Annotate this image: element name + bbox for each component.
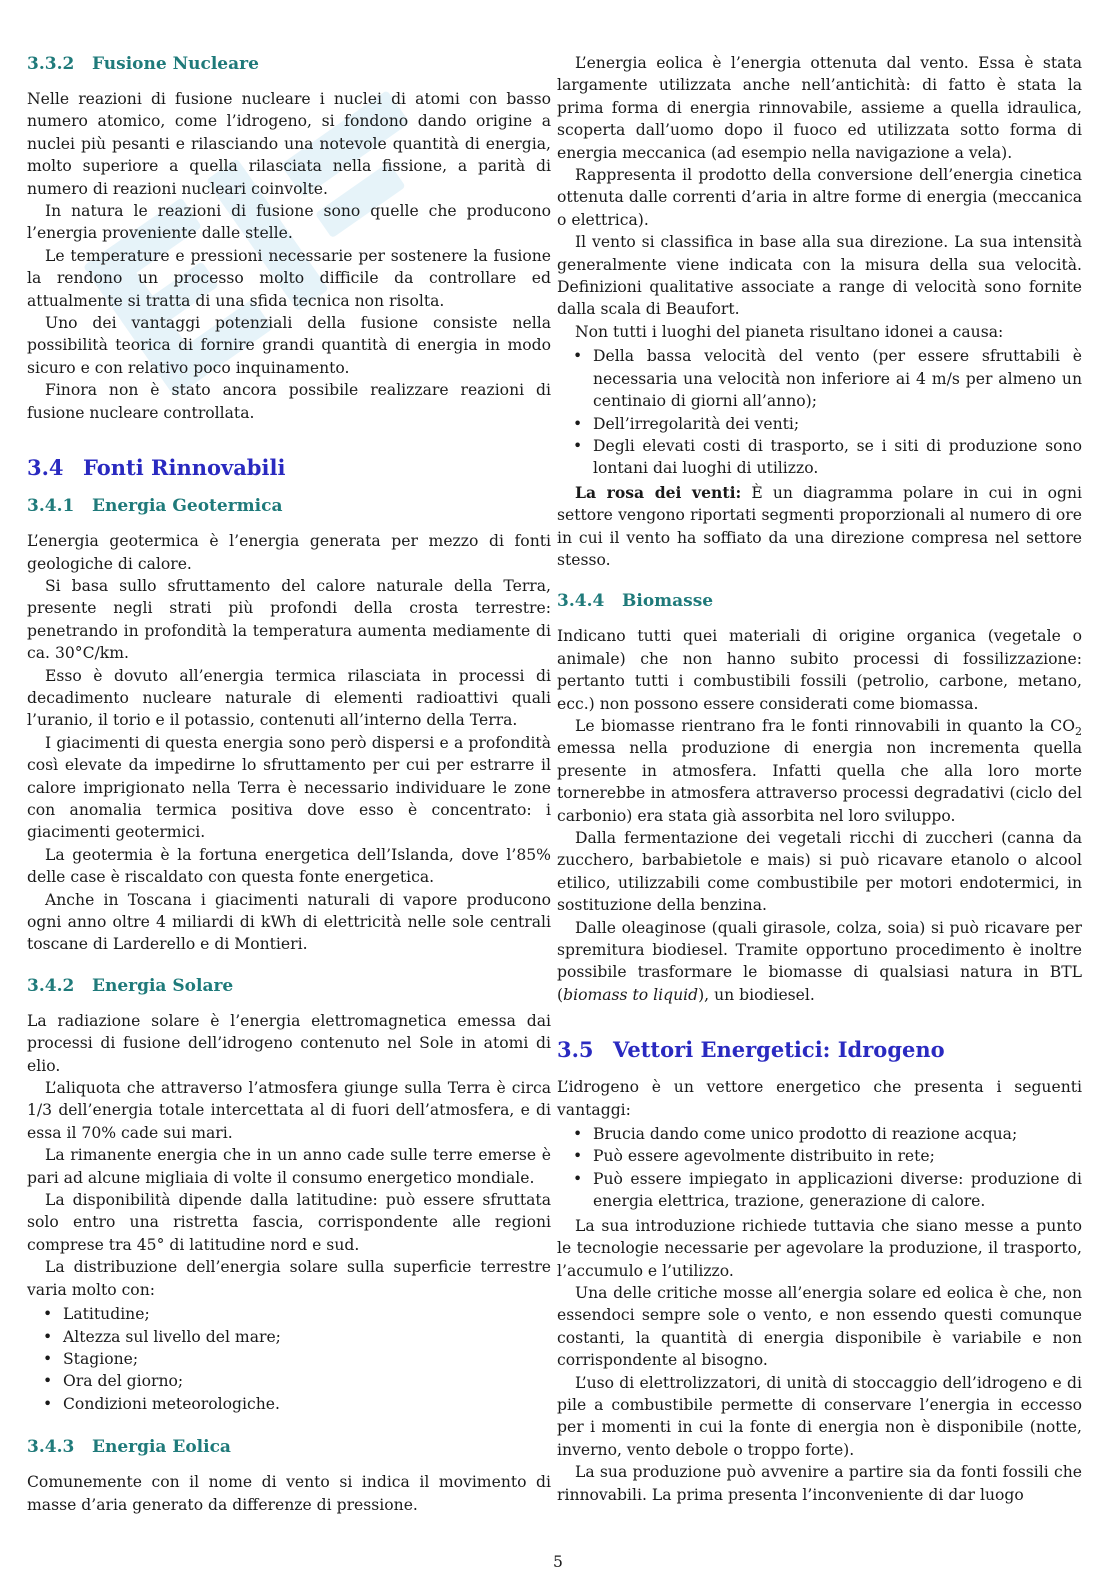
- paragraph: Non tutti i luoghi del pianeta risultano idonei a causa:: [575, 322, 1004, 341]
- paragraph: Esso è dovuto all’energia termica rilasciata in processi di decadimento nucleare naturale di elementi radioattivi quali l’uranio, il torio e il potassio, contenuti all’interno della Terra.: [27, 666, 551, 730]
- page-number: 5: [553, 1553, 563, 1571]
- paragraph: Comunemente con il nome di vento si indica il movimento di masse d’aria generato da differenze di pressione.: [27, 1473, 551, 1514]
- paragraph: Il vento si classifica in base alla sua direzione. La sua intensità generalmente viene indicata con la misura della sua velocità. Definizioni qualitative associate a range di velocità sono fornite dalla scala di Beaufort.: [557, 233, 1082, 319]
- paragraph: Una delle critiche mosse all’energia solare ed eolica è che, non essendoci sempre sole o vento, e non essendo questi comunque costanti, la quantità di energia disponibile è variabile e non corrispondente al bisogno.: [557, 1283, 1082, 1370]
- list-item: • Stagione;: [63, 1348, 551, 1370]
- subsection-heading-fusione: 3.3.2 Fusione Nucleare: [27, 54, 259, 74]
- section-heading-idrogeno: 3.5 Vettori Energetici: Idrogeno: [557, 1037, 945, 1063]
- subsection-heading-eolica: 3.4.3 Energia Eolica: [27, 1437, 231, 1458]
- paragraph: Indicano tutti quei materiali di origine organica (vegetale o animale) che non hanno subito processi di fossilizzazione: pertanto tutti i combustibili fossili (petrolio, carbone, metano, ecc.) non possono essere considerati come biomassa.: [557, 627, 1082, 713]
- paragraph: La sua produzione può avvenire a partire sia da fonti fossili che rinnovabili. La prima presenta l’inconveniente di dar luogo: [557, 1463, 1082, 1504]
- paragraph: La radiazione solare è l’energia elettromagnetica emessa dai processi di fusione dell’idrogeno contenuto nel Sole in atomi di elio.: [27, 1011, 551, 1075]
- paragraph: L’uso di elettrolizzatori, di unità di stoccaggio dell’idrogeno e di pile a combustibile permette di conservare l’energia in eccesso per i momenti in cui la fonte di energia non è disponibile (notte, inverno, vento debole o troppo forte).: [557, 1373, 1082, 1459]
- list-item: • Della bassa velocità del vento (per essere sfruttabili è necessaria una velocità non inferiore ai 4 m/s per almeno un centinaio di giorni all’anno);: [593, 345, 1082, 412]
- right-column: [557, 52, 1082, 1506]
- list-item: • Condizioni meteorologiche.: [63, 1393, 551, 1415]
- subsection-heading-geotermica: 3.4.1 Energia Geotermica: [27, 496, 283, 517]
- bullet-list-eolica: [557, 345, 1082, 479]
- paragraph: La disponibilità dipende dalla latitudine: può essere sfruttata solo entro una ristretta fascia, corrispondente alle regioni comprese tra 45° di latitudine nord e sud.: [27, 1191, 551, 1254]
- paragraph: La geotermia è la fortuna energetica dell’Islanda, dove l’85% delle case è riscaldato con questa fonte energetica.: [27, 845, 551, 887]
- paragraph: L’idrogeno è un vettore energetico che presenta i seguenti vantaggi:: [557, 1078, 1082, 1119]
- list-item: • Degli elevati costi di trasporto, se i siti di produzione sono lontani dai luoghi di utilizzo.: [593, 435, 1082, 480]
- rosa-dei-venti-text: È un diagramma polare in cui in ogni settore vengono riportati segmenti proporzionali al numero di ore in cui il vento ha soffiato da una direzione compresa nel settore stesso.: [557, 483, 1082, 569]
- paragraph: Nelle reazioni di fusione nucleare i nuclei di atomi con basso numero atomico, come l’idrogeno, si fondono dando origine a nuclei più pesanti e rilasciando una notevole quantità di energia, molto superiore a quella rilasciata nella fissione, a parità di numero di reazioni nucleari coinvolte.: [27, 90, 551, 198]
- paragraph: Anche in Toscana i giacimenti naturali di vapore producono ogni anno oltre 4 miliardi di kWh di elettricità nelle sole centrali toscane di Larderello e di Montieri.: [27, 890, 551, 954]
- paragraph: L’aliquota che attraverso l’atmosfera giunge sulla Terra è circa 1/3 dell’energia totale intercettata al di fuori dell’atmosfera, e di essa il 70% cade sui mari.: [27, 1079, 551, 1142]
- paragraph: Le temperature e pressioni necessarie per sostenere la fusione la rendono un processo molto difficile da controllare ed attualmente si tratta di una sfida tecnica non risolta.: [27, 246, 551, 310]
- subsection-heading-solare: 3.4.2 Energia Solare: [27, 975, 234, 996]
- paragraph: I giacimenti di questa energia sono però dispersi e a profondità così elevate da impedirne lo sfruttamento per cui per estrarre il calore imprigionato nella Terra è necessario individuare le zone con anomalia termica positiva dove esso è concentrato: i giacimenti geotermici.: [27, 733, 551, 842]
- paragraph-btl: Dalle oleaginose (quali girasole, colza, soia) si può ricavare per spremitura biodiesel. Tramite opportuno procedimento è inoltre possibile trasformare le biomasse di qualsiasi natura in BTL (biomass to liquid), un biodiesel.: [557, 918, 1082, 1004]
- list-item: • Altezza sul livello del mare;: [63, 1326, 551, 1348]
- section-heading-fonti-rinnovabili: 3.4 Fonti Rinnovabili: [27, 455, 286, 481]
- paragraph-rosa-dei-venti: [557, 482, 1082, 572]
- paragraph: Dalla fermentazione dei vegetali ricchi di zuccheri (canna da zucchero, barbabietole e mais) si può ricavare etanolo o alcool etilico, utilizzabili come combustibile per motori endotermici, in sostituzione della benzina.: [557, 829, 1082, 915]
- paragraph: La rimanente energia che in un anno cade sulle terre emerse è pari ad alcune migliaia di volte il consumo energetico mondiale.: [27, 1146, 551, 1187]
- paragraph: La distribuzione dell’energia solare sulla superficie terrestre varia molto con:: [27, 1258, 551, 1299]
- paragraph: L’energia geotermica è l’energia generata per mezzo di fonti geologiche di calore.: [27, 532, 551, 573]
- paragraph: L’energia eolica è l’energia ottenuta dal vento. Essa è stata largamente utilizzata anche nell’antichità: di fatto è stata la prima forma di energia rinnovabile, assieme a quella idraulica, scoperta dall’uomo dopo il fuoco ed utilizzata sotto forma di energia meccanica (ad esempio nella navigazione a vela).: [557, 54, 1082, 162]
- rosa-dei-venti-label: La rosa dei venti:: [575, 482, 742, 502]
- list-item: • Può essere impiegato in applicazioni diverse: produzione di energia elettrica, trazione, generazione di calore.: [593, 1168, 1082, 1213]
- bullet-list-idrogeno: [557, 1123, 1082, 1213]
- paragraph: In natura le reazioni di fusione sono quelle che producono l’energia proveniente dalle stelle.: [27, 202, 551, 243]
- paragraph: Rappresenta il prodotto della conversione dell’energia cinetica ottenuta dalle correnti d’aria in altre forme di energia (meccanica o elettrica).: [557, 166, 1082, 229]
- list-item: • Latitudine;: [63, 1303, 551, 1325]
- bullet-list-solare: [27, 1303, 551, 1415]
- paragraph: Finora non è stato ancora possibile realizzare reazioni di fusione nucleare controllata.: [27, 381, 551, 422]
- subsection-heading-biomasse: 3.4.4 Biomasse: [557, 591, 714, 612]
- paragraph: La sua introduzione richiede tuttavia che siano messe a punto le tecnologie necessarie per agevolare la produzione, il trasporto, l’accumulo e l’utilizzo.: [557, 1216, 1082, 1280]
- list-item: • Può essere agevolmente distribuito in rete;: [593, 1145, 1082, 1167]
- paragraph: Uno dei vantaggi potenziali della fusione consiste nella possibilità teorica di fornire grandi quantità di energia in modo sicuro e con relativo poco inquinamento.: [27, 314, 551, 377]
- paragraph-co2: Le biomasse rientrano fra le fonti rinnovabili in quanto la $CO_2$ emessa nella produzione di energia non incrementa quella presente in atmosfera. Infatti quella che alla loro morte tornerebbe in atmosfera attraverso processi degradativi (ciclo del carbonio) era stata già assorbita nel loro sviluppo.: [557, 716, 1082, 825]
- left-column: [27, 52, 551, 1516]
- list-item: • Brucia dando come unico prodotto di reazione acqua;: [593, 1123, 1082, 1145]
- paragraph: Si basa sullo sfruttamento del calore naturale della Terra, presente negli strati più profondi della crosta terrestre: penetrando in profondità la temperatura aumenta mediamente di ca. 30°C/km.: [27, 576, 551, 663]
- list-item: • Ora del giorno;: [63, 1370, 551, 1392]
- list-item: • Dell’irregolarità dei venti;: [593, 413, 1082, 435]
